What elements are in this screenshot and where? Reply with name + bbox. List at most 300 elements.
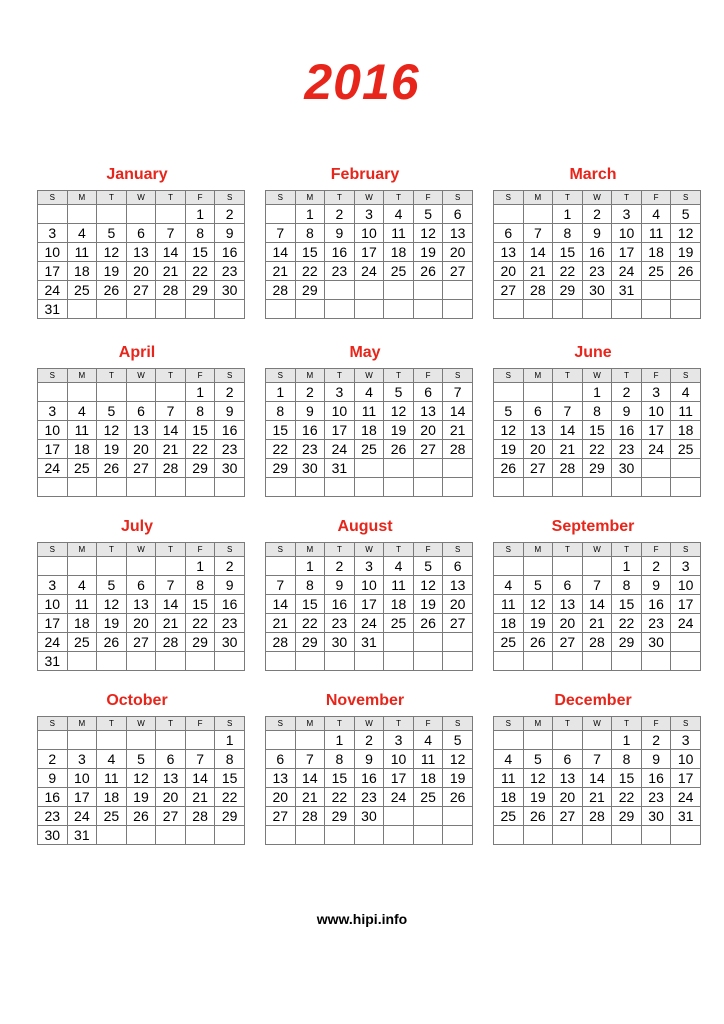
week-row <box>38 614 245 633</box>
day-cell: 11 <box>494 595 524 614</box>
weekday-label: W <box>126 717 156 731</box>
day-cell: 18 <box>671 421 701 440</box>
day-cell: 7 <box>156 576 186 595</box>
day-cell: 4 <box>641 205 671 224</box>
day-cell: 30 <box>641 807 671 826</box>
weekday-label: T <box>384 369 414 383</box>
day-cell: 25 <box>67 633 97 652</box>
day-cell: 19 <box>97 440 127 459</box>
day-cell <box>641 281 671 300</box>
day-cell: 22 <box>582 440 612 459</box>
day-cell: 19 <box>97 262 127 281</box>
day-cell <box>582 731 612 750</box>
weekday-label: T <box>384 717 414 731</box>
day-cell: 20 <box>494 262 524 281</box>
day-cell: 17 <box>384 769 414 788</box>
day-cell: 30 <box>582 281 612 300</box>
day-cell: 10 <box>354 576 384 595</box>
day-cell: 23 <box>215 614 245 633</box>
day-cell: 9 <box>295 402 325 421</box>
day-cell: 18 <box>354 421 384 440</box>
day-cell: 1 <box>266 383 296 402</box>
day-cell: 6 <box>494 224 524 243</box>
day-cell: 24 <box>38 459 68 478</box>
weekday-label: S <box>215 543 245 557</box>
day-cell: 18 <box>67 440 97 459</box>
day-cell: 4 <box>384 205 414 224</box>
day-cell: 20 <box>126 614 156 633</box>
day-cell <box>266 652 296 671</box>
day-cell <box>295 731 325 750</box>
day-cell: 7 <box>443 383 473 402</box>
weekday-label: W <box>354 543 384 557</box>
weekday-label: F <box>185 543 215 557</box>
month-name: February <box>330 166 400 183</box>
day-cell: 27 <box>156 807 186 826</box>
day-cell: 9 <box>641 576 671 595</box>
day-cell: 12 <box>384 402 414 421</box>
day-cell <box>384 281 414 300</box>
day-cell: 4 <box>354 383 384 402</box>
weekday-label: T <box>553 543 583 557</box>
week-row <box>266 459 473 478</box>
week-row <box>494 769 701 788</box>
day-cell <box>266 205 296 224</box>
month-table <box>493 716 701 845</box>
day-cell: 21 <box>156 440 186 459</box>
day-cell: 29 <box>215 807 245 826</box>
day-cell <box>97 205 127 224</box>
day-cell: 14 <box>156 243 186 262</box>
day-cell: 12 <box>126 769 156 788</box>
weekday-label: T <box>325 369 355 383</box>
day-cell: 5 <box>384 383 414 402</box>
day-cell <box>97 652 127 671</box>
day-cell: 13 <box>126 421 156 440</box>
day-cell <box>266 557 296 576</box>
weekday-label: M <box>295 717 325 731</box>
month-name: April <box>118 344 156 361</box>
weekday-label: F <box>641 191 671 205</box>
day-cell: 9 <box>582 224 612 243</box>
day-cell: 25 <box>671 440 701 459</box>
week-row <box>266 281 473 300</box>
day-cell: 29 <box>325 807 355 826</box>
week-row <box>494 788 701 807</box>
day-cell: 12 <box>671 224 701 243</box>
weekday-label: F <box>413 369 443 383</box>
week-row <box>38 243 245 262</box>
day-cell <box>443 652 473 671</box>
day-cell <box>553 826 583 845</box>
day-cell: 3 <box>67 750 97 769</box>
day-cell: 21 <box>185 788 215 807</box>
weekday-label: S <box>443 717 473 731</box>
day-cell <box>266 478 296 497</box>
day-cell: 3 <box>38 576 68 595</box>
day-cell: 7 <box>156 402 186 421</box>
day-cell <box>494 205 524 224</box>
day-cell: 30 <box>612 459 642 478</box>
day-cell: 21 <box>523 262 553 281</box>
day-cell: 13 <box>523 421 553 440</box>
day-cell: 12 <box>413 576 443 595</box>
weekday-label: W <box>582 369 612 383</box>
weekday-label: S <box>494 369 524 383</box>
weekday-label: W <box>354 717 384 731</box>
day-cell: 17 <box>354 595 384 614</box>
day-cell: 13 <box>443 224 473 243</box>
day-cell: 24 <box>612 262 642 281</box>
day-cell: 2 <box>325 557 355 576</box>
day-cell <box>67 383 97 402</box>
day-cell: 5 <box>97 402 127 421</box>
day-cell: 24 <box>38 281 68 300</box>
day-cell <box>641 459 671 478</box>
day-cell <box>126 731 156 750</box>
day-cell: 22 <box>215 788 245 807</box>
month-name: December <box>554 692 632 709</box>
day-cell: 9 <box>215 402 245 421</box>
week-row <box>266 595 473 614</box>
weekday-header-row <box>494 717 701 731</box>
weekday-label: S <box>671 717 701 731</box>
weekday-label: S <box>38 369 68 383</box>
day-cell <box>494 731 524 750</box>
day-cell: 22 <box>553 262 583 281</box>
day-cell <box>67 731 97 750</box>
week-row <box>494 205 701 224</box>
day-cell <box>413 459 443 478</box>
day-cell <box>126 652 156 671</box>
weekday-label: M <box>295 191 325 205</box>
weekday-header-row <box>266 369 473 383</box>
week-row <box>494 731 701 750</box>
day-cell: 13 <box>443 576 473 595</box>
day-cell: 20 <box>523 440 553 459</box>
day-cell: 1 <box>185 557 215 576</box>
day-cell <box>126 826 156 845</box>
week-row <box>494 576 701 595</box>
day-cell: 3 <box>325 383 355 402</box>
day-cell: 2 <box>38 750 68 769</box>
weekday-label: T <box>612 369 642 383</box>
day-cell: 28 <box>443 440 473 459</box>
day-cell: 7 <box>582 576 612 595</box>
day-cell: 19 <box>384 421 414 440</box>
day-cell: 31 <box>671 807 701 826</box>
day-cell: 11 <box>641 224 671 243</box>
day-cell: 6 <box>266 750 296 769</box>
weekday-label: T <box>612 543 642 557</box>
day-cell: 3 <box>38 402 68 421</box>
week-row <box>494 595 701 614</box>
day-cell: 11 <box>67 421 97 440</box>
day-cell: 12 <box>97 595 127 614</box>
day-cell <box>384 652 414 671</box>
day-cell: 13 <box>156 769 186 788</box>
day-cell: 23 <box>215 440 245 459</box>
day-cell: 1 <box>185 205 215 224</box>
week-row <box>494 281 701 300</box>
day-cell: 25 <box>384 262 414 281</box>
weekday-label: T <box>384 543 414 557</box>
day-cell: 4 <box>67 576 97 595</box>
day-cell: 7 <box>266 576 296 595</box>
week-row <box>494 402 701 421</box>
weekday-header-row <box>38 191 245 205</box>
day-cell: 14 <box>156 421 186 440</box>
day-cell: 25 <box>494 633 524 652</box>
day-cell <box>325 300 355 319</box>
day-cell: 23 <box>325 614 355 633</box>
month-name: October <box>106 692 168 709</box>
day-cell: 8 <box>612 576 642 595</box>
day-cell: 1 <box>325 731 355 750</box>
day-cell: 3 <box>612 205 642 224</box>
weekday-label: T <box>97 369 127 383</box>
day-cell: 15 <box>185 595 215 614</box>
day-cell: 27 <box>443 614 473 633</box>
day-cell <box>156 652 186 671</box>
day-cell: 22 <box>325 788 355 807</box>
day-cell: 8 <box>553 224 583 243</box>
day-cell <box>494 478 524 497</box>
week-row <box>38 769 245 788</box>
month-table <box>265 190 473 319</box>
footer-url[interactable]: www.hipi.info <box>316 911 408 927</box>
day-cell: 14 <box>156 595 186 614</box>
week-row <box>38 750 245 769</box>
day-cell: 22 <box>185 614 215 633</box>
day-cell: 6 <box>126 576 156 595</box>
day-cell: 11 <box>494 769 524 788</box>
day-cell: 6 <box>553 576 583 595</box>
day-cell: 11 <box>67 595 97 614</box>
day-cell: 21 <box>582 614 612 633</box>
day-cell: 16 <box>641 769 671 788</box>
day-cell <box>325 826 355 845</box>
week-row <box>494 807 701 826</box>
weekday-label: F <box>185 717 215 731</box>
day-cell: 5 <box>413 205 443 224</box>
day-cell: 2 <box>215 383 245 402</box>
weekday-label: M <box>523 191 553 205</box>
day-cell: 26 <box>443 788 473 807</box>
day-cell: 26 <box>126 807 156 826</box>
day-cell: 12 <box>413 224 443 243</box>
day-cell <box>325 652 355 671</box>
day-cell: 21 <box>266 614 296 633</box>
day-cell: 19 <box>413 595 443 614</box>
month-table <box>265 716 473 845</box>
day-cell <box>156 205 186 224</box>
day-cell: 27 <box>126 459 156 478</box>
day-cell <box>156 383 186 402</box>
day-cell: 27 <box>443 262 473 281</box>
day-cell: 11 <box>671 402 701 421</box>
weekday-label: W <box>126 369 156 383</box>
day-cell <box>295 652 325 671</box>
day-cell: 19 <box>97 614 127 633</box>
day-cell: 18 <box>494 788 524 807</box>
day-cell <box>38 478 68 497</box>
day-cell: 17 <box>612 243 642 262</box>
day-cell: 5 <box>126 750 156 769</box>
day-cell: 18 <box>413 769 443 788</box>
weekday-header-row <box>494 191 701 205</box>
day-cell: 16 <box>641 595 671 614</box>
day-cell <box>671 281 701 300</box>
day-cell: 9 <box>354 750 384 769</box>
day-cell: 4 <box>494 750 524 769</box>
week-row <box>494 614 701 633</box>
day-cell: 27 <box>494 281 524 300</box>
day-cell: 7 <box>156 224 186 243</box>
day-cell: 28 <box>156 633 186 652</box>
day-cell: 14 <box>582 595 612 614</box>
day-cell: 7 <box>553 402 583 421</box>
day-cell <box>582 826 612 845</box>
day-cell <box>443 281 473 300</box>
weekday-label: S <box>443 543 473 557</box>
day-cell: 10 <box>38 421 68 440</box>
day-cell: 15 <box>185 421 215 440</box>
day-cell: 14 <box>553 421 583 440</box>
day-cell: 5 <box>413 557 443 576</box>
day-cell: 13 <box>266 769 296 788</box>
day-cell: 28 <box>185 807 215 826</box>
day-cell <box>671 652 701 671</box>
day-cell <box>413 300 443 319</box>
day-cell <box>523 731 553 750</box>
month-name: January <box>106 166 168 183</box>
day-cell: 5 <box>523 576 553 595</box>
day-cell: 2 <box>325 205 355 224</box>
weekday-label: T <box>553 191 583 205</box>
week-row <box>266 807 473 826</box>
day-cell: 4 <box>384 557 414 576</box>
weekday-header-row <box>494 543 701 557</box>
day-cell: 14 <box>185 769 215 788</box>
day-cell: 21 <box>266 262 296 281</box>
day-cell: 25 <box>97 807 127 826</box>
day-cell: 28 <box>266 281 296 300</box>
day-cell: 29 <box>612 807 642 826</box>
day-cell: 26 <box>413 614 443 633</box>
day-cell: 3 <box>641 383 671 402</box>
day-cell: 22 <box>295 262 325 281</box>
day-cell: 17 <box>641 421 671 440</box>
day-cell <box>553 300 583 319</box>
day-cell: 21 <box>156 614 186 633</box>
day-cell <box>215 478 245 497</box>
day-cell <box>325 281 355 300</box>
day-cell <box>354 652 384 671</box>
day-cell: 25 <box>67 459 97 478</box>
day-cell: 1 <box>215 731 245 750</box>
day-cell <box>97 478 127 497</box>
day-cell: 8 <box>295 576 325 595</box>
day-cell <box>553 557 583 576</box>
day-cell: 13 <box>494 243 524 262</box>
week-row <box>38 421 245 440</box>
weekday-label: T <box>325 191 355 205</box>
day-cell <box>553 383 583 402</box>
day-cell: 25 <box>413 788 443 807</box>
day-cell: 12 <box>523 595 553 614</box>
day-cell <box>671 826 701 845</box>
day-cell: 31 <box>38 300 68 319</box>
day-cell: 22 <box>185 262 215 281</box>
day-cell <box>494 557 524 576</box>
day-cell <box>156 300 186 319</box>
day-cell: 28 <box>295 807 325 826</box>
day-cell <box>354 300 384 319</box>
weekday-header-row <box>38 543 245 557</box>
day-cell: 7 <box>523 224 553 243</box>
week-row <box>38 402 245 421</box>
day-cell <box>185 731 215 750</box>
day-cell: 9 <box>325 576 355 595</box>
day-cell: 27 <box>413 440 443 459</box>
day-cell <box>97 383 127 402</box>
weekday-label: S <box>671 543 701 557</box>
week-row <box>266 614 473 633</box>
day-cell: 13 <box>126 243 156 262</box>
day-cell: 13 <box>553 769 583 788</box>
day-cell <box>443 807 473 826</box>
day-cell: 4 <box>494 576 524 595</box>
day-cell: 13 <box>126 595 156 614</box>
weekday-label: S <box>266 543 296 557</box>
day-cell: 1 <box>553 205 583 224</box>
day-cell <box>523 478 553 497</box>
day-cell: 23 <box>582 262 612 281</box>
day-cell: 13 <box>413 402 443 421</box>
day-cell: 6 <box>553 750 583 769</box>
weekday-label: S <box>266 369 296 383</box>
week-row <box>494 224 701 243</box>
day-cell: 12 <box>97 421 127 440</box>
day-cell: 1 <box>582 383 612 402</box>
day-cell: 16 <box>582 243 612 262</box>
week-row <box>38 262 245 281</box>
day-cell: 2 <box>295 383 325 402</box>
day-cell: 27 <box>553 633 583 652</box>
weekday-label: M <box>295 543 325 557</box>
weekday-label: T <box>156 191 186 205</box>
weekday-label: S <box>38 717 68 731</box>
day-cell: 16 <box>325 243 355 262</box>
weekday-label: W <box>582 543 612 557</box>
day-cell <box>612 300 642 319</box>
day-cell <box>266 826 296 845</box>
day-cell <box>384 459 414 478</box>
day-cell: 2 <box>354 731 384 750</box>
day-cell: 11 <box>413 750 443 769</box>
day-cell <box>156 478 186 497</box>
day-cell: 27 <box>553 807 583 826</box>
week-row <box>494 633 701 652</box>
day-cell <box>38 557 68 576</box>
day-cell: 25 <box>67 281 97 300</box>
day-cell: 9 <box>612 402 642 421</box>
day-cell: 26 <box>384 440 414 459</box>
day-cell: 29 <box>185 459 215 478</box>
day-cell: 26 <box>413 262 443 281</box>
month-name: July <box>120 518 153 535</box>
